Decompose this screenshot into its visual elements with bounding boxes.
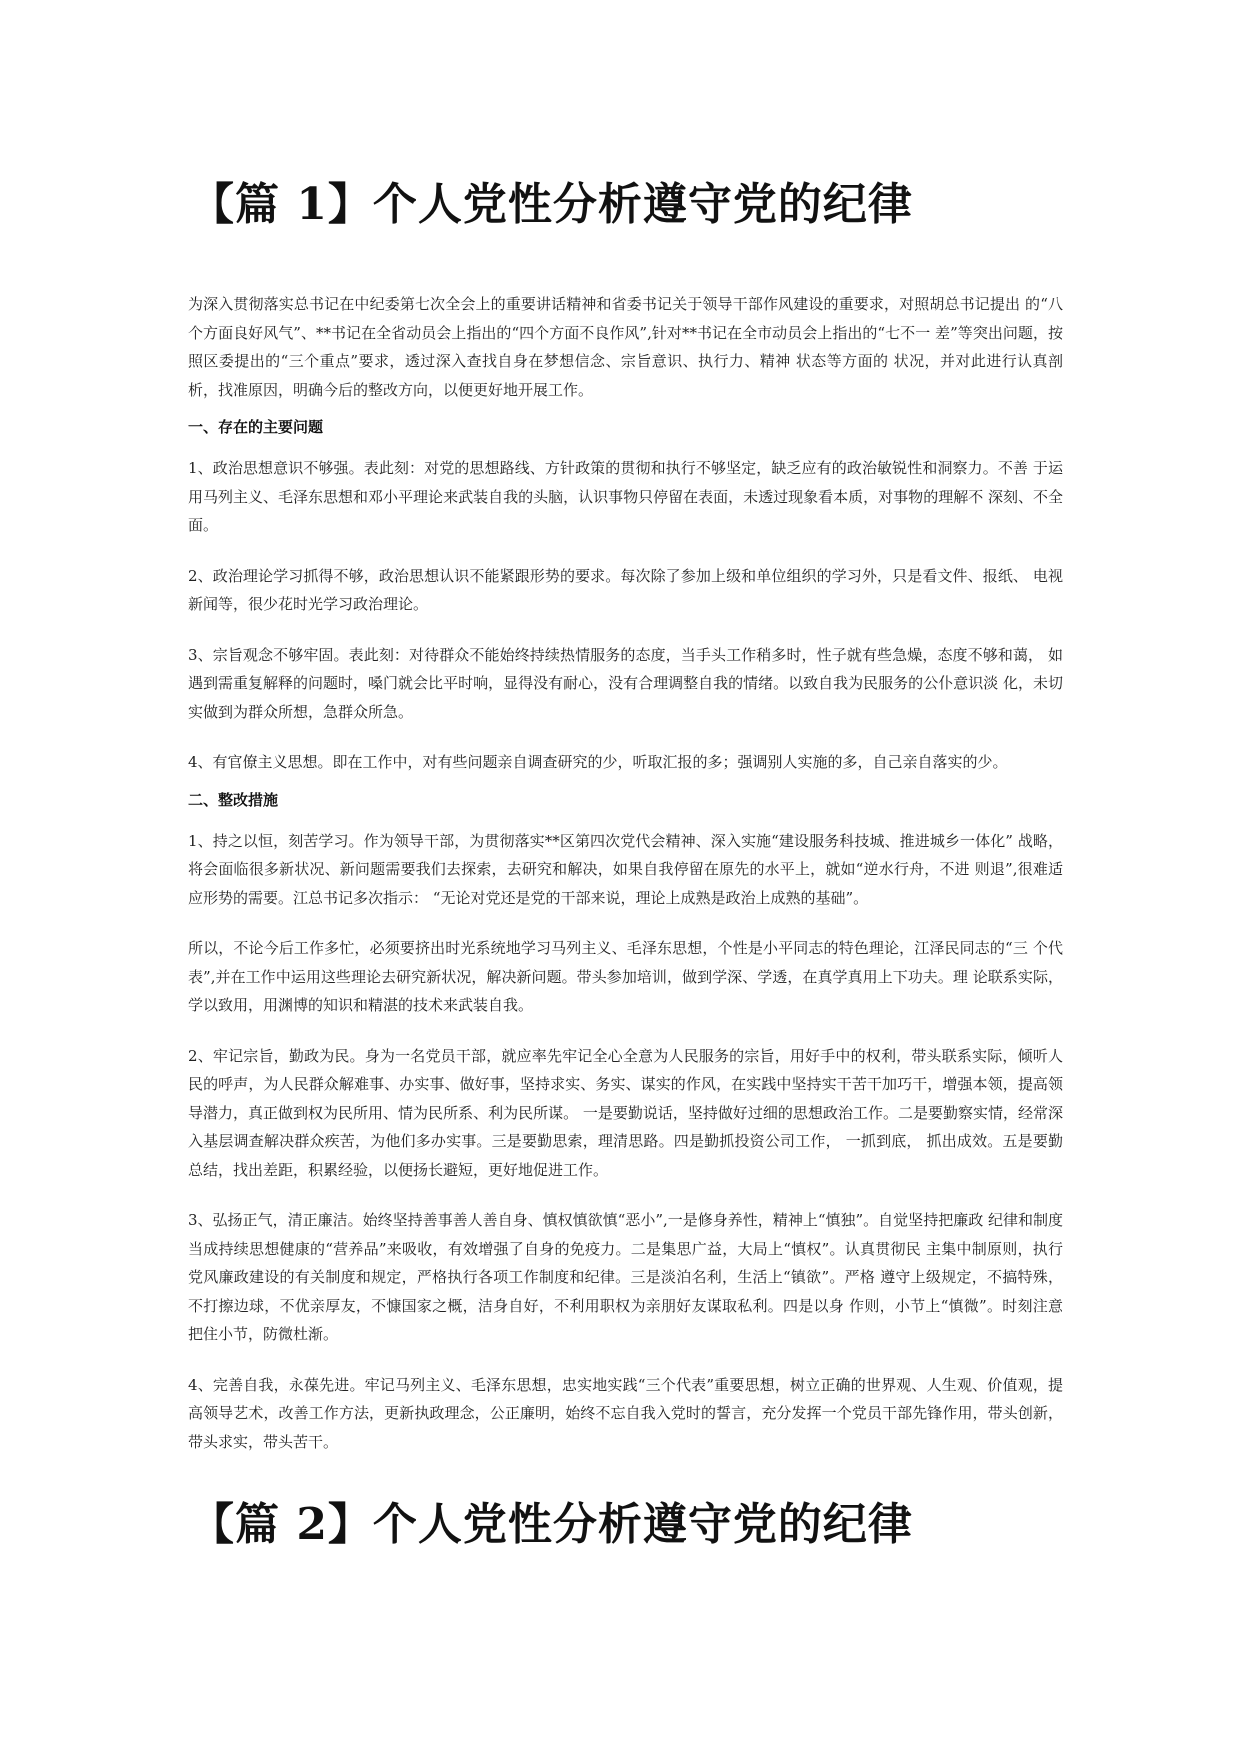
measure-paragraph-2: 2、牢记宗旨，勤政为民。身为一名党员干部，就应率先牢记全心全意为人民服务的宗旨，用好手中的权利，带头联系实际，倾听人民的呼声，为人民群众解难事、办实事、做好事，坚持求实、务实、谋实的作风，在实践中坚持实干苦干加巧干，增强本领，提高领导潜力，真正做到权为民所用、情为民所系、利为民所谋。 一是要勤说话，坚持做好过细的思想政治工作。二是要勤察实情，经常深入基层调查解决群众疾苦，为他们多办实事。三是要勤思索，理清思路。四是勤抓投资公司工作， 一抓到底， 抓出成效。五是要勤总结，找出差距，积累经验，以便扬长避短，更好地促进工作。 [188,1046,1063,1179]
measure-paragraph-1-continued: 所以，不论今后工作多忙，必须要挤出时光系统地学习马列主义、毛泽东思想，个性是小平同志的特色理论，江泽民同志的“三 个代表”,并在工作中运用这些理论去研究新状况，解决新问题。带头参加培训，做到学深、学透，在真学真用上下功夫。理 论联系实际，学以致用，用渊博的知识和精湛的技术来武装自我。 [188,939,1063,1014]
heading-rectification-measures: 二、整改措施 [188,790,279,809]
intro-paragraph: 为深入贯彻落实总书记在中纪委第七次全会上的重要讲话精神和省委书记关于领导干部作风建设的重要求，对照胡总书记提出 的“八个方面良好风气”、**书记在全省动员会上指出的“四个方面不良作风”,针对**书记在全市动员会上指出的“七不一 差”等突出问题，按照区委提出的“三个重点”要求，透过深入查找自身在梦想信念、宗旨意识、执行力、精神 状态等方面的 状况，并对此进行认真剖析，找准原因，明确今后的整改方向，以便更好地开展工作。 [188,295,1063,399]
problem-paragraph-4: 4、有官僚主义思想。即在工作中，对有些问题亲自调查研究的少，听取汇报的多；强调别人实施的多，自己亲自落实的少。 [188,753,1008,771]
section-1-body [188,290,1063,1478]
measure-paragraph-4: 4、完善自我，永葆先进。牢记马列主义、毛泽东思想，忠实地实践“三个代表”重要思想，树立正确的世界观、人生观、价值观，提高领导艺术，改善工作方法，更新执政理念，公正廉明，始终不忘自我入党时的誓言，充分发挥一个党员干部先锋作用，带头创新，带头求实，带头苦干。 [188,1375,1063,1451]
problem-paragraph-3: 3、宗旨观念不够牢固。表此刻：对待群众不能始终持续热情服务的态度，当手头工作稍多时，性子就有些急燥，态度不够和蔼， 如遇到需重复解释的问题时，嗓门就会比平时响，显得没有耐心，没有合理调整自我的情绪。以致自我为民服务的公仆意识淡 化，未切实做到为群众所想，急群众所急。 [188,645,1063,721]
section-1-title: 【篇 1】个人党性分析遵守党的纪律 [190,179,913,230]
problem-paragraph-2: 2、政治理论学习抓得不够，政治思想认识不能紧跟形势的要求。每次除了参加上级和单位组织的学习外，只是看文件、报纸、 电视新闻等，很少花时光学习政治理论。 [188,566,1063,613]
measure-paragraph-1: 1、持之以恒，刻苦学习。作为领导干部，为贯彻落实**区第四次党代会精神、深入实施“建设服务科技城、推进城乡一体化” 战略，将会面临很多新状况、新问题需要我们去探索，去研究和解决，如果自我停留在原先的水平上，就如“逆水行舟，不进 则退”,很难适应形势的需要。江总书记多次指示： “无论对党还是党的干部来说，理论上成熟是政治上成熟的基础”。 [188,831,1063,907]
section-2-title: 【篇 2】个人党性分析遵守党的纪律 [190,1499,913,1550]
problem-paragraph-1: 1、政治思想意识不够强。表此刻：对党的思想路线、方针政策的贯彻和执行不够坚定，缺乏应有的政治敏锐性和洞察力。不善 于运用马列主义、毛泽东思想和邓小平理论来武装自我的头脑，认识事物只停留在表面，未透过现象看本质，对事物的理解不 深刻、不全面。 [188,459,1063,534]
heading-main-problems: 一、存在的主要问题 [188,418,324,436]
measure-paragraph-3: 3、弘扬正气，清正廉洁。始终坚持善事善人善自身、慎权慎欲慎“恶小”,一是修身养性，精神上“慎独”。自觉坚持把廉政 纪律和制度当成持续思想健康的“营养品”来吸收，有效增强了自身的免疫力。二是集思广益，大局上“慎权”。认真贯彻民 主集中制原则，执行党风廉政建设的有关制度和规定，严格执行各项工作制度和纪律。三是淡泊名利，生活上“镇欲”。严格 遵守上级规定，不搞特殊，不打擦边球，不优亲厚友，不慷国家之概，洁身自好，不利用职权为亲朋好友谋取私利。四是以身 作则，小节上“慎微”。时刻注意把住小节，防微杜渐。 [188,1211,1063,1343]
